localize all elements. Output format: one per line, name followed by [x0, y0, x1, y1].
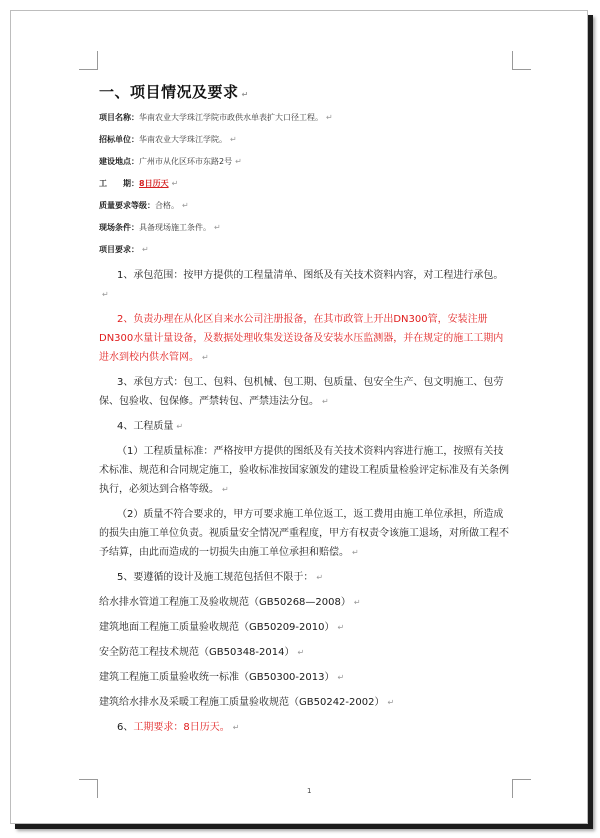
section-standards-title: 5、要遵循的设计及施工规范包括但不限于： ↵: [117, 572, 324, 583]
section-quality-noncompliance: （2）质量不符合要求的，甲方可要求施工单位返工，返工费用由施工单位承担，所造成的损失由施工单位负责。视质量安全情况严重程度，甲方有权责令该施工退场，对所做工程不予结算，由此而造成的一切损失由施工单位承担和赔偿。 ↵: [99, 509, 509, 558]
info-project-requirements: 项目要求： ↵: [99, 245, 149, 254]
crop-mark-bottom-right: [512, 779, 531, 798]
crop-mark-top-left: [79, 51, 98, 70]
page-content: [99, 81, 509, 743]
document-page: [10, 10, 588, 824]
standards-list: [99, 593, 509, 712]
info-project-name: 项目名称：华南农业大学珠江学院市政供水单表扩大口径工程。 ↵: [99, 113, 333, 122]
section-quality-title: 4、工程质量 ↵: [117, 421, 184, 432]
section-scope: 1、承包范围：按甲方提供的工程量清单、图纸及有关技术资料内容，对工程进行承包。↵: [102, 270, 504, 299]
standard-item: 给水排水管道工程施工及验收规范（GB50268—2008） ↵: [99, 597, 361, 608]
standard-item: 建筑工程施工质量验收统一标准（GB50300-2013） ↵: [99, 672, 345, 683]
standard-item: 建筑给水排水及采暖工程施工质量验收规范（GB50242-2002） ↵: [99, 697, 395, 708]
info-location: 建设地点：广州市从化区环市东路2号 ↵: [99, 157, 242, 166]
section-quality-standard: （1）工程质量标准：严格按甲方提供的图纸及有关技术资料内容进行施工，按照有关技术标准、规范和合同规定施工，验收标准按国家颁发的建设工程质量检验评定标准及有关条例执行，必须达到合格等级。 ↵: [99, 446, 509, 495]
section-heading: 一、项目情况及要求 ↵: [99, 83, 249, 101]
info-quality-level: 质量要求等级：合格。 ↵: [99, 201, 189, 210]
standard-item: 安全防范工程技术规范（GB50348-2014） ↵: [99, 647, 305, 658]
info-site-conditions: 现场条件：具备现场施工条件。 ↵: [99, 223, 221, 232]
info-tender-unit: 招标单位：华南农业大学珠江学院。 ↵: [99, 135, 237, 144]
section-contract-method: 3、承包方式：包工、包料、包机械、包工期、包质量、包安全生产、包文明施工、包劳保、包验收、包保修。严禁转包、严禁违法分包。 ↵: [99, 377, 504, 407]
standard-item: 建筑地面工程施工质量验收规范（GB50209-2010） ↵: [99, 622, 345, 633]
section-duration-requirement: 6、工期要求：8日历天。 ↵: [117, 722, 240, 733]
section-registration: 2、负责办理在从化区自来水公司注册报备，在其市政管上开出DN300管，安装注册DN300水量计量设备，及数据处理收集发送设备及安装水压监测器，并在规定的施工工期内进水到校内供水管网。 ↵: [99, 314, 504, 363]
info-duration: 工 期：8日历天 ↵: [99, 179, 179, 188]
page-number: 1: [307, 787, 312, 795]
crop-mark-bottom-left: [79, 779, 98, 798]
crop-mark-top-right: [512, 51, 531, 70]
